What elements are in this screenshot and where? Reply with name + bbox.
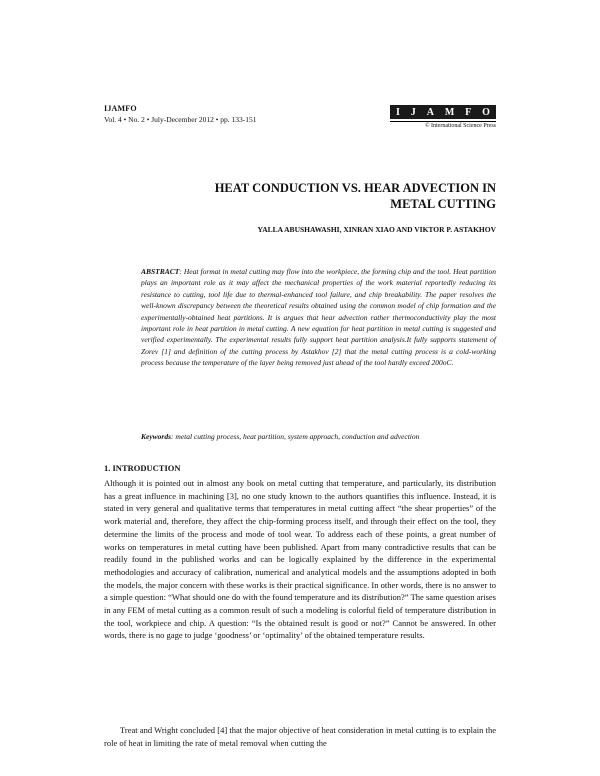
- author-list: YALLA ABUSHAWASHI, XINRAN XIAO AND VIKTOR P. ASTAKHOV: [257, 225, 496, 234]
- section-heading: 1. INTRODUCTION: [104, 463, 181, 473]
- keywords-text: : metal cutting process, heat partition, system approach, conduction and advection: [171, 432, 420, 441]
- logo-letter: I: [396, 106, 400, 118]
- logo-letter: O: [482, 106, 490, 118]
- title-line: METAL CUTTING: [390, 197, 496, 211]
- title-line: HEAT CONDUCTION VS. HEAR ADVECTION IN: [214, 181, 496, 195]
- body-paragraph: Although it is pointed out in almost any book on metal cutting that temperature, and particularly, its distribution has a great influence in machining [3], no one study known to the authors quantifies this influence. Instead, it is stated in very general and qualitative terms that temperatures in metal cutting affect “the shear properties” of the work material and, therefore, they affect the chip-forming process itself, and through their effect on the tool, they determine the limits of the process and mode of tool wear. To address each of these points, a great number of works on temperatures in metal cutting have been published. Apart from many contradictive results that can be readily found in the published works and can be logically explained by the difference in the experimental methodologies and accuracy of calibration, numerical and analytical models and the assumptions adopted in both the models, the major concern with these works is their practical significance. In other words, there is no answer to a simple question: “What should one do with the found temperature and its distribution?” The same question arises in any FEM of metal cutting as a common result of such a modeling is colorful field of temperature distribution in the tool, workpiece and chip. A question: “Is the obtained result is good or not?” Cannot be answered. In other words, there is no gage to judge ‘goodness’ or ‘optimality’ of the obtained temperature results.: [104, 478, 496, 641]
- body-paragraph: Treat and Wright concluded [4] that the major objective of heat consideration in metal cutting is to explain the role of heat in limiting the rate of metal removal when cutting the: [104, 725, 496, 748]
- logo-letter: J: [410, 106, 416, 118]
- keywords: [141, 431, 496, 442]
- logo-letter: A: [426, 106, 434, 118]
- logo-banner: [390, 105, 496, 119]
- journal-name: IJAMFO: [104, 104, 137, 113]
- journal-logo: [390, 105, 496, 129]
- abstract-label: ABSTRACT: [141, 267, 180, 276]
- abstract: [141, 266, 496, 369]
- abstract-text: : Heat format in metal cutting may flow into the workpiece, the forming chip and the tool. Heat partition plays an important role as it may affect the mechanical properties of the work material reportedly reducing its resistance to cutting, tool life due to thermal-enhanced tool failure, and chip breakability. The paper resolves the well-known discrepancy between the theoretical results obtained using the common model of chip formation and the experimentally-obtained heat partitions. It is argues that hear advection rather thermoconductivity play the most important role in heat partition in metal cutting. A new equation for heat partition in metal cutting is suggested and verified experimentally. The experimental results fully support heat partition analysis.It fully supports statement of Zorev [1] and definition of the cutting process by Astakhov [2] that the metal cutting process is a cold-working process because the temperature of the layer being removed just ahead of the tool hardly exceed 200oC.: [141, 267, 496, 368]
- logo-letter: F: [465, 106, 472, 118]
- logo-letter: M: [444, 106, 455, 118]
- logo-publisher: © International Science Press: [390, 121, 496, 129]
- keywords-label: Keywords: [141, 432, 171, 441]
- paper-title: [96, 180, 496, 212]
- journal-issue-info: Vol. 4 • No. 2 • July-December 2012 • pp. 133-151: [104, 115, 257, 124]
